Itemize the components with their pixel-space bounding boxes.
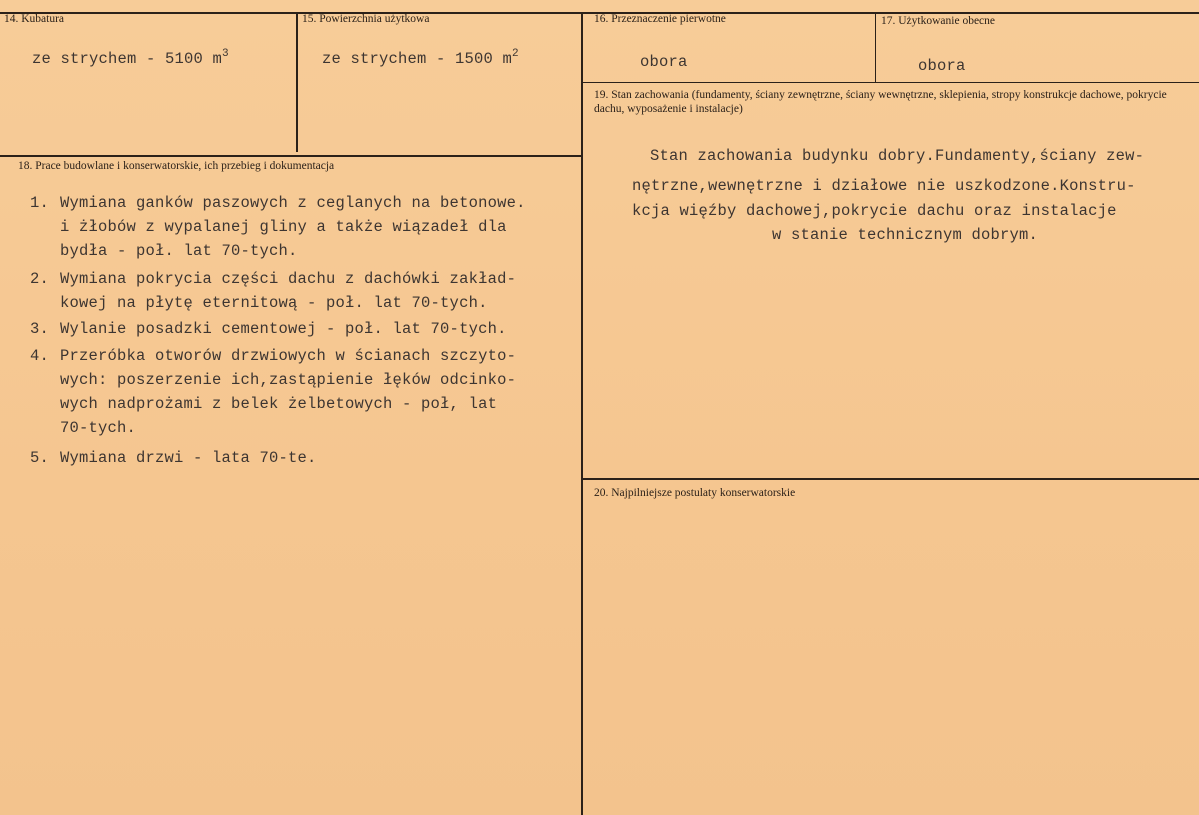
divider-row1-left [0, 155, 581, 157]
list-item-line: 70-tych. [60, 419, 137, 437]
list-item-line: kowej na płytę eternitową - poł. lat 70-tych. [60, 294, 488, 312]
field-14-label: 14. Kubatura [4, 13, 65, 25]
field-16-value: obora [640, 53, 688, 71]
field-16-label: 16. Przeznaczenie pierwotne [594, 13, 726, 25]
field-15-text: ze strychem - 1500 m [322, 50, 513, 68]
field-19-label: 19. Stan zachowania (fundamenty, ściany zewnętrzne, ściany wewnętrzne, sklepienia, stropy konstrukcje dachowe, pokrycie dachu, wyposażenie i instalacje) [594, 89, 1167, 115]
list-item-line: i żłobów z wypalanej gliny a także wiązadeł dla [60, 218, 507, 236]
list-item-number: 3. [30, 320, 50, 338]
field-20-label: 20. Najpilniejsze postulaty konserwatorskie [594, 487, 796, 499]
field-14-value [32, 48, 229, 68]
divider-14-15 [296, 12, 298, 152]
list-item-number: 2. [30, 270, 50, 288]
list-item-number: 4. [30, 347, 50, 365]
list-item-line: Wylanie posadzki cementowej - poł. lat 70-tych. [60, 320, 507, 338]
field-19-line: w stanie technicznym dobrym. [772, 226, 1039, 244]
field-17-value: obora [918, 57, 966, 75]
field-14-text: ze strychem - 5100 m [32, 50, 223, 68]
divider-16-17 [875, 12, 876, 82]
field-17-label: 17. Użytkowanie obecne [881, 15, 996, 27]
field-18-label: 18. Prace budowlane i konserwatorskie, ich przebieg i dokumentacja [18, 160, 335, 172]
divider-row1-right [583, 82, 1199, 83]
field-19-line: Stan zachowania budynku dobry.Fundamenty,ściany zew- [650, 147, 1145, 165]
divider-19-20 [583, 478, 1199, 480]
list-item-line: Wymiana pokrycia części dachu z dachówki zakład- [60, 270, 517, 288]
list-item-line: wych: poszerzenie ich,zastąpienie łęków odcinko- [60, 371, 517, 389]
list-item-line: Wymiana ganków paszowych z ceglanych na betonowe. [60, 194, 526, 212]
list-item-number: 5. [30, 449, 50, 467]
field-15-unit-exponent: 2 [512, 48, 519, 60]
field-19-line: nętrzne,wewnętrzne i działowe nie uszkodzone.Konstru- [632, 177, 1136, 195]
list-item-line: Wymiana drzwi - lata 70-te. [60, 449, 317, 467]
list-item-number: 1. [30, 194, 50, 212]
list-item-line: bydła - poł. lat 70-tych. [60, 242, 298, 260]
field-19-line: kcja więźby dachowej,pokrycie dachu oraz instalacje [632, 202, 1117, 220]
list-item-line: wych nadprożami z belek żelbetowych - poł, lat [60, 395, 498, 413]
field-15-label: 15. Powierzchnia użytkowa [302, 13, 430, 25]
list-item-line: Przeróbka otworów drzwiowych w ścianach szczyto- [60, 347, 517, 365]
divider-main-vertical [581, 12, 583, 815]
field-14-unit-exponent: 3 [222, 48, 229, 60]
field-15-value [322, 48, 519, 68]
